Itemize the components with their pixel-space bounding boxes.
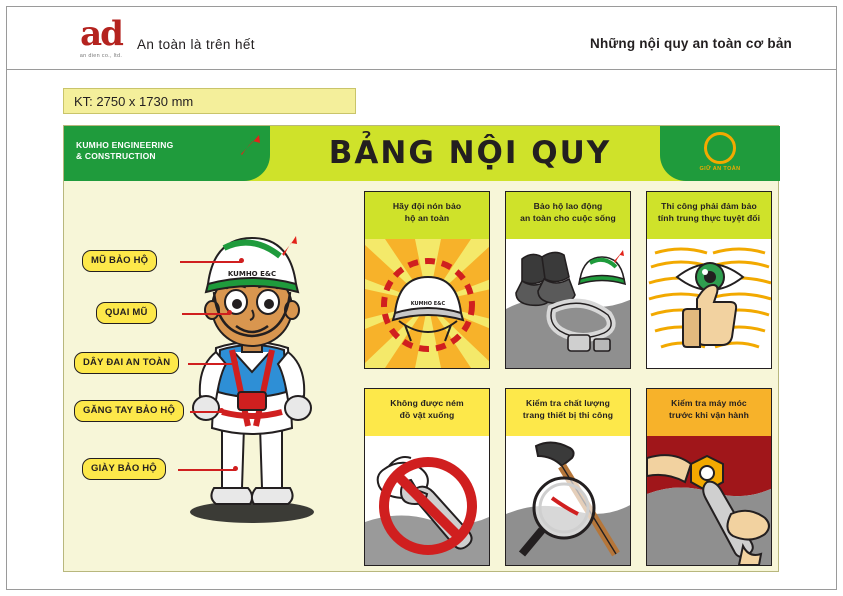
panel-honesty-body — [647, 239, 771, 368]
safety-logo-label: GIỮ AN TOÀN — [699, 166, 741, 172]
panel-no-throw-title-line1: Không được ném — [390, 398, 464, 408]
panel-honesty-title-line1: Thi công phải đảm bảo — [661, 201, 757, 211]
panel-helmet[interactable] — [364, 191, 490, 369]
header-slogan: An toàn là trên hết — [137, 37, 255, 52]
wrench-bolt-hands-icon — [647, 436, 772, 565]
panel-machine-check[interactable] — [646, 388, 772, 566]
panel-machine-check-title — [647, 389, 771, 436]
panel-helmet-title — [365, 192, 489, 239]
panel-no-throw[interactable] — [364, 388, 490, 566]
callout-day-dai-an-toan[interactable] — [74, 352, 179, 374]
eye-thumbsup-icon — [647, 239, 772, 368]
panel-quality-check-title-line1: Kiểm tra chất lượng — [526, 398, 610, 408]
size-bar — [63, 88, 356, 114]
safety-worker-mascot — [164, 226, 339, 526]
callout-giay-bao-ho-leader — [178, 469, 236, 471]
page-title: Những nội quy an toàn cơ bản — [590, 36, 792, 51]
panel-ppe[interactable] — [505, 191, 631, 369]
callout-giay-bao-ho-dot — [233, 466, 238, 471]
logo-subtitle-text: an dien co., ltd. — [79, 53, 123, 59]
panel-quality-check-title — [506, 389, 630, 436]
poster-artboard — [63, 125, 779, 572]
callout-quai-mu-label: QUAI MŨ — [105, 307, 148, 318]
banner-company-name — [76, 140, 236, 162]
hammer-magnifier-icon — [506, 436, 631, 565]
callout-gang-tay-dot — [219, 408, 224, 413]
panel-honesty-title-line2: tính trung thực tuyệt đối — [657, 213, 761, 223]
panel-no-throw-title — [365, 389, 489, 436]
callout-giay-bao-ho-label: GIÀY BẢO HỘ — [91, 463, 157, 474]
panel-machine-check-title-line2: trước khi vận hành — [668, 410, 750, 420]
panel-quality-check-body — [506, 436, 630, 565]
banner-safety-logo-block — [660, 126, 780, 181]
callout-mu-bao-ho[interactable] — [82, 250, 157, 272]
callout-mu-bao-ho-label: MŨ BẢO HỘ — [91, 255, 149, 266]
callout-day-dai-an-toan-label: DÂY ĐAI AN TOÀN — [83, 357, 171, 368]
panel-helmet-title-line2: hộ an toàn — [404, 213, 450, 223]
callout-quai-mu-dot — [227, 310, 232, 315]
panel-helmet-brand: KUMHO E&C — [410, 301, 446, 307]
panel-machine-check-body — [647, 436, 771, 565]
boots-helmet-harness-icon — [506, 239, 631, 368]
panel-ppe-title-line1: Bảo hộ lao động — [533, 201, 603, 211]
mascot-area — [72, 188, 362, 566]
panel-machine-check-title-line1: Kiểm tra máy móc — [671, 398, 747, 408]
no-throwing-wrench-icon — [365, 436, 490, 565]
safety-ring-icon — [704, 132, 736, 164]
banner-company-line2: & CONSTRUCTION — [76, 151, 156, 161]
panel-honesty[interactable] — [646, 191, 772, 369]
panel-no-throw-title-line2: đồ vật xuống — [399, 410, 455, 420]
helmet-rays-icon — [365, 239, 490, 368]
panel-quality-check[interactable] — [505, 388, 631, 566]
callout-mu-bao-ho-dot — [239, 258, 244, 263]
callout-quai-mu[interactable] — [96, 302, 157, 324]
panel-no-throw-body — [365, 436, 489, 565]
banner-company-line1: KUMHO ENGINEERING — [76, 140, 174, 150]
panel-honesty-title — [647, 192, 771, 239]
callout-gang-tay-leader — [190, 411, 222, 413]
callout-giay-bao-ho[interactable] — [82, 458, 166, 480]
company-logo — [75, 14, 127, 65]
callout-mu-bao-ho-leader — [180, 261, 242, 263]
size-bar-label: KT: 2750 x 1730 mm — [74, 94, 194, 109]
panel-helmet-title-line1: Hãy đội nón bảo — [392, 201, 462, 211]
svg-text:KUMHO E&C: KUMHO E&C — [227, 270, 277, 278]
logo-mark-text: ad — [80, 14, 122, 54]
callout-gang-tay-label: GĂNG TAY BẢO HỘ — [83, 405, 176, 416]
callout-quai-mu-leader — [182, 313, 230, 315]
poster-banner — [64, 126, 780, 181]
callout-day-dai-dot — [233, 360, 238, 365]
header-divider — [7, 69, 836, 70]
banner-title: BẢNG NỘI QUY — [328, 135, 612, 171]
rules-panel-grid — [364, 191, 772, 566]
callout-day-dai-leader — [188, 363, 236, 365]
panel-ppe-body — [506, 239, 630, 368]
document-header — [7, 7, 836, 69]
panel-ppe-title-line2: an toàn cho cuộc sống — [520, 213, 616, 223]
panel-quality-check-title-line2: trang thiết bị thi công — [522, 410, 614, 420]
banner-company-block — [64, 126, 270, 181]
panel-ppe-title — [506, 192, 630, 239]
kumho-swoosh-icon — [239, 134, 263, 156]
panel-helmet-body — [365, 239, 489, 368]
callout-gang-tay-bao-ho[interactable] — [74, 400, 184, 422]
